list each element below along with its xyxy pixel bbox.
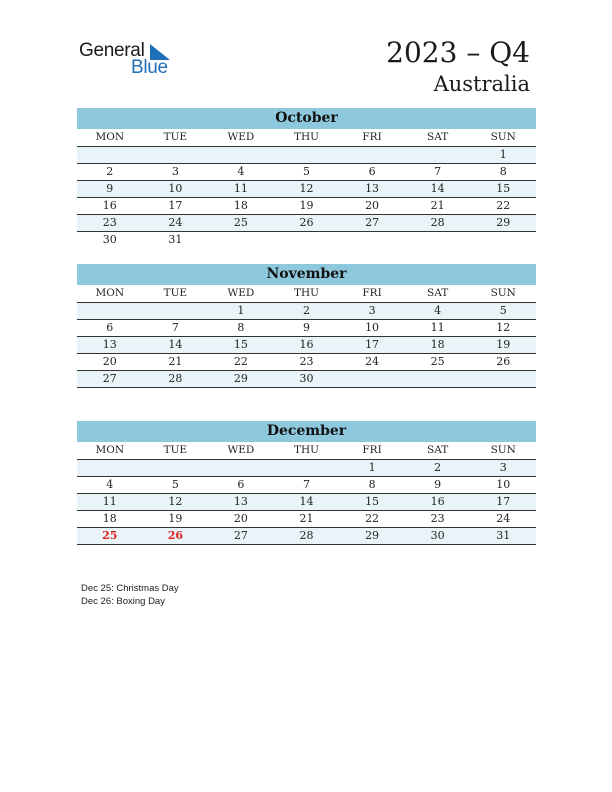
week-row [77,494,536,511]
empty-day-cell [405,371,471,387]
week-row [77,460,536,477]
weekday-label: THU [293,444,319,456]
brand-name-general: General [79,40,145,61]
weekday-label: FRI [362,131,382,143]
day-cell: 28 [168,372,183,385]
empty-day-cell [274,147,340,163]
day-cell: 20 [233,512,248,525]
day-cell: 5 [499,304,507,317]
day-cell: 17 [365,338,380,351]
day-cell: 30 [299,372,314,385]
day-cell: 1 [499,148,507,161]
empty-day-cell [143,147,209,163]
empty-day-cell [274,232,340,248]
day-cell: 23 [102,216,117,229]
day-cell: 12 [299,182,314,195]
weekday-header [77,285,536,303]
day-cell: 5 [302,165,310,178]
weekday-label: SUN [490,287,516,299]
weekday-label: MON [95,131,125,143]
day-cell: 28 [299,529,314,542]
day-cell: 21 [299,512,314,525]
weekday-label: WED [227,287,255,299]
empty-day-cell [470,371,536,387]
empty-day-cell [339,371,405,387]
day-cell: 13 [365,182,380,195]
week-row [77,198,536,215]
day-cell: 4 [434,304,442,317]
week-row [77,147,536,164]
day-cell: 8 [499,165,507,178]
empty-day-cell [339,232,405,248]
brand-logo [79,40,179,80]
day-cell: 26 [496,355,511,368]
weekday-label: WED [227,444,255,456]
week-row [77,477,536,494]
day-cell: 21 [430,199,445,212]
day-cell: 16 [299,338,314,351]
day-cell: 2 [302,304,310,317]
empty-day-cell [339,147,405,163]
empty-day-cell [77,147,143,163]
week-row [77,511,536,528]
month-title: December [77,421,536,442]
weekday-label: SAT [427,287,449,299]
day-cell: 20 [365,199,380,212]
empty-day-cell [143,460,209,476]
day-cell: 7 [302,478,310,491]
day-cell: 24 [168,216,183,229]
day-cell: 23 [299,355,314,368]
day-cell: 10 [365,321,380,334]
day-cell: 14 [168,338,183,351]
weekday-label: FRI [362,444,382,456]
empty-day-cell [77,460,143,476]
day-cell: 19 [496,338,511,351]
month-calendar-november [77,264,536,388]
day-cell: 10 [496,478,511,491]
holiday-notes [81,582,179,608]
holiday-note: Dec 25: Christmas Day [81,583,179,594]
day-cell: 14 [299,495,314,508]
day-cell: 27 [365,216,380,229]
weekday-label: SUN [490,131,516,143]
day-cell: 24 [365,355,380,368]
day-cell: 13 [233,495,248,508]
weekday-label: WED [227,131,255,143]
day-cell: 21 [168,355,183,368]
day-cell: 3 [499,461,507,474]
day-cell: 19 [299,199,314,212]
day-cell: 24 [496,512,511,525]
day-cell: 11 [233,182,248,195]
day-cell: 11 [430,321,445,334]
weekday-label: MON [95,287,125,299]
weekday-label: FRI [362,287,382,299]
week-row [77,528,536,545]
month-calendar-december [77,421,536,545]
day-cell: 20 [102,355,117,368]
day-cell: 10 [168,182,183,195]
day-cell: 9 [434,478,442,491]
week-row [77,337,536,354]
week-row [77,181,536,198]
weekday-label: SAT [427,131,449,143]
day-cell: 11 [102,495,117,508]
day-cell: 22 [365,512,380,525]
day-cell: 12 [168,495,183,508]
day-cell: 7 [434,165,442,178]
day-cell: 8 [237,321,245,334]
week-row [77,164,536,181]
week-row [77,354,536,371]
empty-day-cell [405,232,471,248]
day-cell: 18 [102,512,117,525]
day-cell: 3 [368,304,376,317]
weekday-label: TUE [163,287,188,299]
day-cell: 27 [233,529,248,542]
day-cell: 19 [168,512,183,525]
day-cell: 22 [496,199,511,212]
weekday-label: SAT [427,444,449,456]
empty-day-cell [77,303,143,319]
day-cell: 29 [496,216,511,229]
day-cell: 2 [434,461,442,474]
day-cell: 27 [102,372,117,385]
empty-day-cell [405,147,471,163]
day-cell: 14 [430,182,445,195]
day-cell: 30 [430,529,445,542]
day-cell: 15 [496,182,511,195]
month-title: October [77,108,536,129]
day-cell: 26 [167,529,183,542]
day-cell: 17 [168,199,183,212]
day-cell: 15 [233,338,248,351]
week-row [77,215,536,232]
week-row [77,232,536,248]
weekday-header [77,442,536,460]
day-cell: 7 [171,321,179,334]
weekday-label: TUE [163,444,188,456]
day-cell: 12 [496,321,511,334]
weekday-header [77,129,536,147]
country-title: Australia [433,72,530,96]
day-cell: 5 [171,478,179,491]
empty-day-cell [208,460,274,476]
day-cell: 6 [237,478,245,491]
day-cell: 9 [106,182,114,195]
empty-day-cell [208,147,274,163]
day-cell: 4 [106,478,114,491]
day-cell: 18 [430,338,445,351]
week-row [77,320,536,337]
weekday-label: SUN [490,444,516,456]
day-cell: 26 [299,216,314,229]
empty-day-cell [208,232,274,248]
weekday-label: THU [293,131,319,143]
day-cell: 23 [430,512,445,525]
day-cell: 9 [302,321,310,334]
brand-name-blue: Blue [131,57,168,78]
day-cell: 6 [106,321,114,334]
day-cell: 1 [368,461,376,474]
empty-day-cell [274,460,340,476]
day-cell: 4 [237,165,245,178]
day-cell: 30 [102,233,117,246]
day-cell: 17 [496,495,511,508]
day-cell: 3 [171,165,179,178]
day-cell: 13 [102,338,117,351]
day-cell: 25 [102,529,118,542]
day-cell: 28 [430,216,445,229]
day-cell: 8 [368,478,376,491]
day-cell: 29 [233,372,248,385]
day-cell: 31 [496,529,511,542]
week-row [77,303,536,320]
day-cell: 31 [168,233,183,246]
day-cell: 6 [368,165,376,178]
weekday-label: THU [293,287,319,299]
day-cell: 29 [365,529,380,542]
quarter-title: 2023 – Q4 [386,36,530,69]
month-calendar-october [77,108,536,248]
week-row [77,371,536,388]
day-cell: 25 [430,355,445,368]
day-cell: 22 [233,355,248,368]
empty-day-cell [143,303,209,319]
holiday-note: Dec 26: Boxing Day [81,596,165,607]
day-cell: 18 [233,199,248,212]
day-cell: 16 [102,199,117,212]
weekday-label: TUE [163,131,188,143]
month-title: November [77,264,536,285]
day-cell: 2 [106,165,114,178]
empty-day-cell [470,232,536,248]
day-cell: 1 [237,304,245,317]
day-cell: 15 [365,495,380,508]
day-cell: 16 [430,495,445,508]
day-cell: 25 [233,216,248,229]
weekday-label: MON [95,444,125,456]
